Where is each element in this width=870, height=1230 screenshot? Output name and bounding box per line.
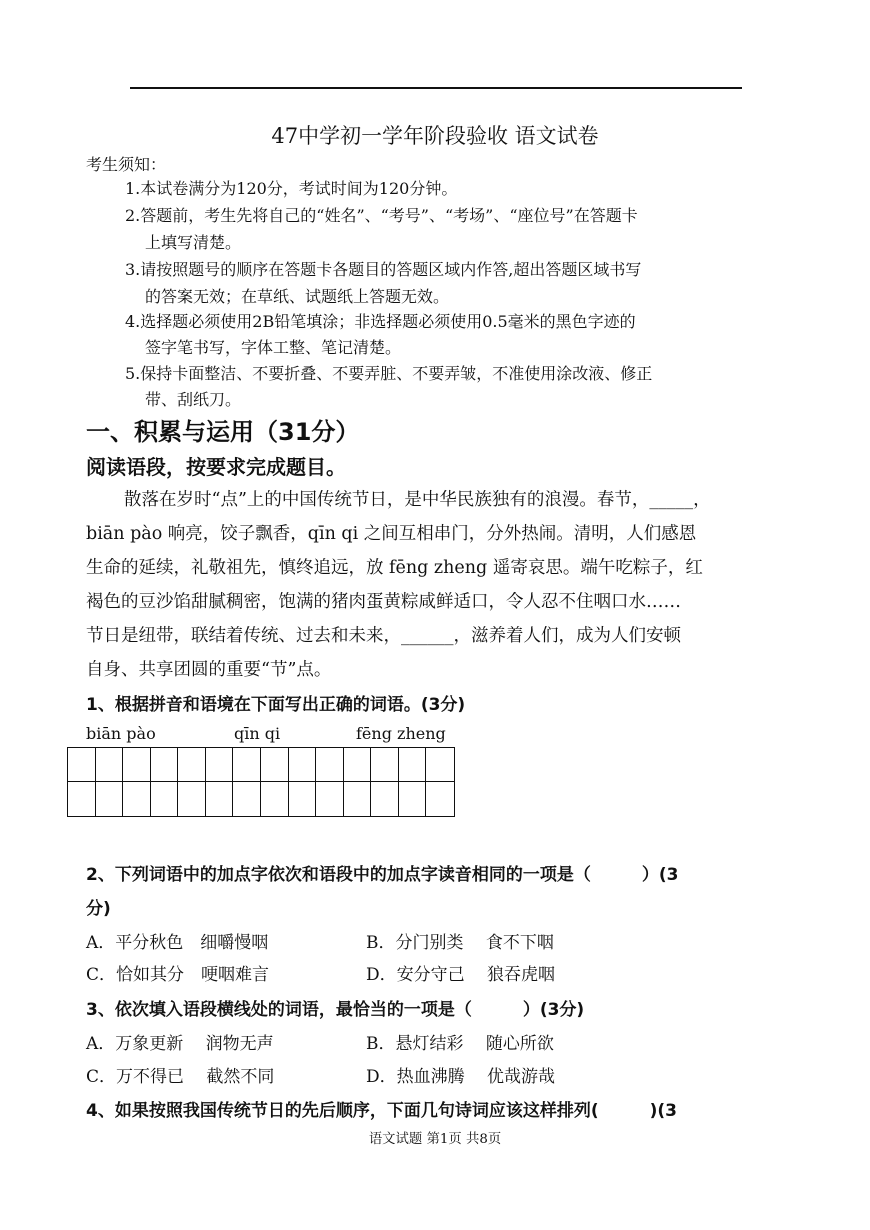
grid-cell[interactable]	[151, 748, 179, 782]
option-d[interactable]: D．热血沸腾 优哉游哉	[366, 1067, 556, 1087]
grid-cell[interactable]	[344, 782, 372, 816]
notice-line: 的答案无效；在草纸、试题纸上答题无效。	[145, 287, 450, 306]
grid-cell[interactable]	[261, 782, 289, 816]
page-footer: 语文试题 第1页 共8页	[368, 1132, 502, 1147]
passage-line: biān pào 响亮，饺子飘香，qīn qi 之间互相串门，分外热闹。清明，人们感恩	[86, 524, 697, 544]
notice-line: 5.保持卡面整洁、不要折叠、不要弄脏、不要弄皱，不准使用涂改液、修正	[125, 364, 653, 383]
option-b[interactable]: B．分门别类 食不下咽	[366, 933, 554, 953]
passage-line: 褐色的豆沙馅甜腻稠密，饱满的猪肉蛋黄粽咸鲜适口，令人忍不住咽口水……	[86, 592, 681, 612]
question-1: 1、根据拼音和语境在下面写出正确的词语。(3分)	[86, 695, 466, 715]
option-c[interactable]: C．万不得已 截然不同	[86, 1067, 275, 1087]
grid-cell[interactable]	[371, 782, 399, 816]
section-heading: 一、积累与运用（31分）	[86, 418, 360, 446]
option-d[interactable]: D．安分守己 狼吞虎咽	[366, 965, 556, 985]
option-a[interactable]: A．万象更新 润物无声	[86, 1034, 274, 1054]
question-2-cont: 分)	[86, 899, 111, 919]
passage-line: 散落在岁时“点”上的中国传统节日，是中华民族独有的浪漫。春节，_____，	[124, 490, 711, 510]
grid-cell[interactable]	[96, 782, 124, 816]
grid-cell[interactable]	[399, 748, 427, 782]
grid-cell[interactable]	[426, 748, 454, 782]
notice-line: 上填写清楚。	[145, 233, 242, 252]
grid-cell[interactable]	[371, 748, 399, 782]
notice-heading: 考生须知：	[86, 155, 167, 174]
notice-line: 带、刮纸刀。	[145, 390, 242, 409]
header-rule	[130, 87, 742, 89]
notice-line: 1.本试卷满分为120分，考试时间为120分钟。	[125, 179, 458, 198]
grid-cell[interactable]	[96, 748, 124, 782]
grid-cell[interactable]	[123, 748, 151, 782]
reading-instruction: 阅读语段，按要求完成题目。	[86, 455, 346, 479]
question-3: 3、依次填入语段横线处的词语，最恰当的一项是（ ）(3分)	[86, 1000, 585, 1020]
grid-cell[interactable]	[426, 782, 454, 816]
passage-line: 生命的延续，礼敬祖先，慎终追远，放 fēng zheng 遥寄哀思。端午吃粽子，红	[86, 558, 703, 578]
answer-grid[interactable]	[67, 747, 455, 817]
grid-cell[interactable]	[344, 748, 372, 782]
grid-cell[interactable]	[289, 782, 317, 816]
notice-line: 4.选择题必须使用2B铅笔填涂；非选择题必须使用0.5毫米的黑色字迹的	[125, 312, 636, 331]
grid-cell[interactable]	[261, 748, 289, 782]
passage-line: 节日是纽带，联结着传统、过去和未来，______，滋养着人们，成为人们安顿	[86, 626, 681, 646]
pinyin-label: fēng zheng	[356, 724, 446, 743]
pinyin-label: biān pào	[86, 724, 156, 743]
question-2: 2、下列词语中的加点字依次和语段中的加点字读音相同的一项是（ ）(3	[86, 865, 679, 885]
option-c[interactable]: C．恰如其分 哽咽难言	[86, 965, 270, 985]
grid-cell[interactable]	[151, 782, 179, 816]
notice-line: 2.答题前，考生先将自己的“姓名”、“考号”、“考场”、“座位号”在答题卡	[125, 206, 638, 225]
grid-cell[interactable]	[206, 748, 234, 782]
exam-title: 47中学初一学年阶段验收 语文试卷	[271, 124, 599, 148]
grid-cell[interactable]	[206, 782, 234, 816]
grid-cell[interactable]	[316, 782, 344, 816]
grid-cell[interactable]	[178, 748, 206, 782]
option-b[interactable]: B．悬灯结彩 随心所欲	[366, 1034, 554, 1054]
grid-cell[interactable]	[233, 748, 261, 782]
notice-line: 签字笔书写，字体工整、笔记清楚。	[145, 338, 402, 357]
question-4: 4、如果按照我国传统节日的先后顺序，下面几句诗词应该这样排列( )(3	[86, 1101, 677, 1121]
notice-line: 3.请按照题号的顺序在答题卡各题目的答题区域内作答,超出答题区域书写	[125, 260, 642, 279]
passage-line: 自身、共享团圆的重要“节”点。	[86, 660, 332, 680]
grid-cell[interactable]	[68, 748, 96, 782]
grid-cell[interactable]	[399, 782, 427, 816]
grid-cell[interactable]	[123, 782, 151, 816]
option-a[interactable]: A．平分秋色 细嚼慢咽	[86, 933, 269, 953]
grid-cell[interactable]	[68, 782, 96, 816]
grid-cell[interactable]	[289, 748, 317, 782]
grid-cell[interactable]	[233, 782, 261, 816]
pinyin-label: qīn qi	[234, 724, 281, 743]
grid-cell[interactable]	[178, 782, 206, 816]
grid-cell[interactable]	[316, 748, 344, 782]
